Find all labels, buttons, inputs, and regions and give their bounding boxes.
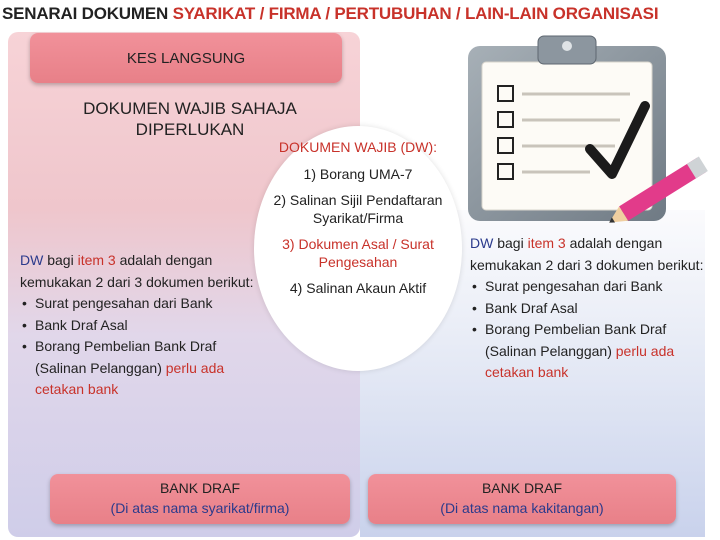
dokumen-wajib-heading [40,98,340,140]
item-label: item 3 [77,252,116,268]
bullet-item [20,336,255,401]
bullet-item: • Bank Draf Asal [470,298,710,320]
note-left-intro [20,250,255,293]
dw-item-3: 3) Dokumen Asal / Surat Pengesahan [282,236,434,270]
bank-draf-label: BANK DRAF [159,480,241,496]
dokumen-wajib-heading-line-1: DOKUMEN WAJIB SAHAJA [83,99,297,118]
bank-draf-left-sub: (Di atas nama syarikat/firma) [110,500,290,516]
bank-draf-left-box [50,474,350,524]
bullet-item: • Surat pengesahan dari Bank [470,276,710,298]
dw-label: DW [20,252,44,268]
bagi-text: bagi [43,252,78,268]
dw-item-4: 4) Salinan Akaun Aktif [289,280,427,296]
dw-label: DW [470,235,494,251]
note-rest: adalah dengan kemukakan 2 dari 3 dokumen berikut: [470,235,704,273]
perlu-text: perlu ada cetakan bank [485,342,675,380]
dw-item-2: 2) Salinan Sijil Pendaftaran Syarikat/Firma [273,192,443,226]
title-part-2: SYARIKAT / FIRMA / PERTUBUHAN / LAIN-LAIN ORGANISASI [172,4,659,23]
bullet-text: Borang Pembelian Bank Draf (Salinan Pelanggan) [35,338,217,376]
note-right [470,233,710,384]
dw-title: DOKUMEN WAJIB (DW): [278,139,438,155]
bank-draf-right-sub: (Di atas nama kakitangan) [440,500,604,516]
dokumen-wajib-heading-line-2: DIPERLUKAN [135,120,245,139]
note-left-bullets [20,293,255,401]
dw-list [268,138,448,305]
bullet-text: Borang Pembelian Bank Draf (Salinan Pelanggan) [485,321,667,359]
kes-langsung-box [30,33,342,83]
bullet-item: • Bank Draf Asal [20,315,255,337]
item-label: item 3 [527,235,566,251]
note-rest: adalah dengan kemukakan 2 dari 3 dokumen berikut: [20,252,254,290]
title-part-1: SENARAI DOKUMEN [2,4,169,23]
perlu-text: perlu ada cetakan bank [35,359,225,397]
bullet-item [470,319,710,384]
note-right-intro [470,233,710,276]
kes-langsung-label: KES LANGSUNG [126,49,246,67]
bagi-text: bagi [493,235,528,251]
page-title [2,4,718,24]
bank-draf-label: BANK DRAF [481,480,563,496]
note-right-bullets [470,276,710,384]
dw-item-1: 1) Borang UMA-7 [303,166,413,182]
note-left [20,250,255,401]
bullet-item: • Surat pengesahan dari Bank [20,293,255,315]
bank-draf-right-box [368,474,676,524]
clipboard-checklist-icon [440,34,720,229]
